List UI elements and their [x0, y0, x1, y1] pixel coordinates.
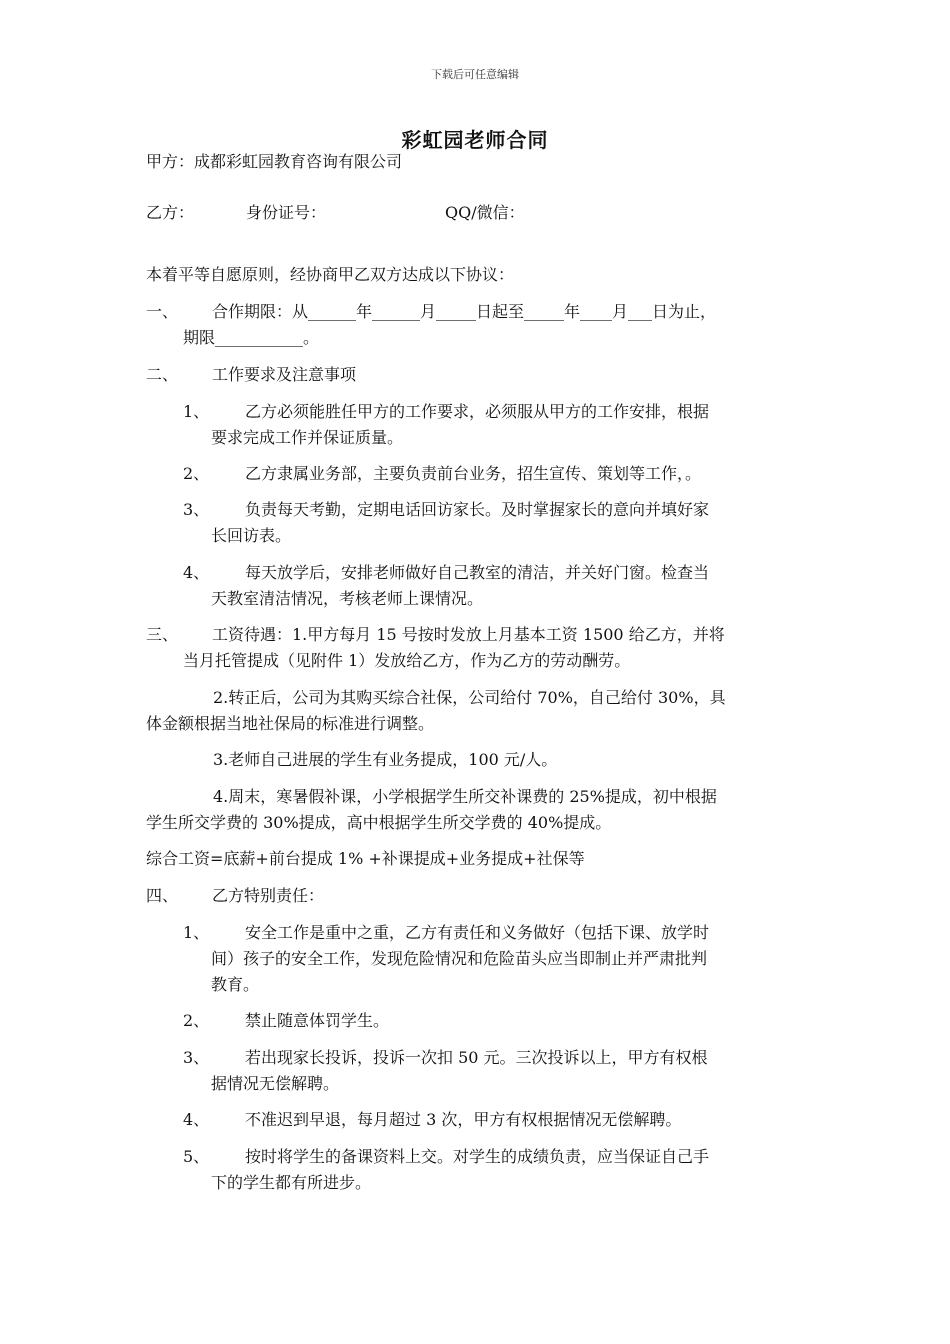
s2-item-3-number: 3、	[183, 500, 210, 519]
section-3-para-4-line-2: 学生所交学费的 30%提成，高中根据学生所交学费的 40%提成。	[146, 813, 612, 832]
s4-item-2-text: 禁止随意体罚学生。	[245, 1011, 390, 1030]
section-2-heading	[146, 362, 816, 388]
s4-item-3-line-2: 据情况无偿解聘。	[211, 1074, 340, 1093]
s2-item-3-text: 负责每天考勤，定期电话回访家长。及时掌握家长的意向并填好家	[245, 500, 710, 519]
section-3-para-2-line-1: 2.转正后，公司为其购买综合社保，公司给付 70%，自己给付 30%，具	[213, 688, 726, 707]
section-3-para-2-line-2: 体金额根据当地社保局的标准进行调整。	[146, 714, 435, 733]
s2-item-2-text: 乙方隶属业务部，主要负责前台业务，招生宣传、策划等工作，。	[245, 464, 702, 483]
section-1-line-2: 期限___________。	[183, 328, 320, 347]
header-note: 下载后可任意编辑	[431, 68, 519, 81]
section-3-text: 工资待遇：1.甲方每月 15 号按时发放上月基本工资 1500 给乙方，并将	[212, 625, 725, 644]
section-2-title: 工作要求及注意事项	[212, 365, 357, 384]
s4-item-3-line-1	[183, 1045, 853, 1071]
section-1-line-1	[146, 299, 816, 325]
s4-item-5-text: 按时将学生的备课资料上交。对学生的成绩负责，应当保证自己手	[245, 1147, 710, 1166]
intro-line: 本着平等自愿原则，经协商甲乙双方达成以下协议：	[146, 265, 515, 284]
section-3-para-3: 3.老师自己进展的学生有业务提成，100 元/人。	[213, 750, 558, 769]
s4-item-1-line-1	[183, 920, 853, 946]
section-4-title: 乙方特别责任：	[212, 886, 325, 905]
s2-item-2-line-1	[183, 461, 853, 487]
s4-item-1-line-3: 教育。	[211, 975, 260, 994]
section-4-heading	[146, 883, 816, 909]
s2-item-1-text: 乙方必须能胜任甲方的工作要求，必须服从甲方的工作安排，根据	[245, 402, 710, 421]
s4-item-5-line-1	[183, 1144, 853, 1170]
section-1-text: 合作期限：从______年______月_____日起至_____年____月___日为止，	[212, 302, 717, 321]
s2-item-3-line-2: 长回访表。	[211, 526, 292, 545]
s2-item-4-line-2: 天教室清洁情况，考核老师上课情况。	[211, 589, 484, 608]
s2-item-1-number: 1、	[183, 402, 210, 421]
document-title: 彩虹园老师合同	[401, 128, 549, 152]
s2-item-1-line-2: 要求完成工作并保证质量。	[211, 428, 404, 447]
s4-item-4-line-1	[183, 1107, 853, 1133]
s2-item-4-text: 每天放学后，安排老师做好自己教室的清洁，并关好门窗。检查当	[245, 563, 710, 582]
party-a-line: 甲方：成都彩虹园教育咨询有限公司	[146, 152, 403, 171]
salary-formula: 综合工资=底薪+前台提成 1% +补课提成+业务提成+社保等	[146, 849, 585, 868]
section-3-line-2: 当月托管提成（见附件 1）发放给乙方，作为乙方的劳动酬劳。	[183, 651, 631, 670]
section-4-number: 四、	[146, 886, 179, 905]
s2-item-2-number: 2、	[183, 464, 210, 483]
s4-item-2-line-1	[183, 1008, 853, 1034]
party-b-label: 乙方：	[146, 203, 195, 222]
section-2-number: 二、	[146, 365, 179, 384]
section-3-number: 三、	[146, 625, 179, 644]
section-3-line-1	[146, 622, 816, 648]
s2-item-4-number: 4、	[183, 563, 210, 582]
s4-item-4-number: 4、	[183, 1110, 210, 1129]
s4-item-5-line-2: 下的学生都有所进步。	[211, 1173, 372, 1192]
s4-item-2-number: 2、	[183, 1011, 210, 1030]
party-b-line	[146, 200, 816, 226]
s2-item-1-line-1	[183, 399, 853, 425]
s4-item-4-text: 不准迟到早退，每月超过 3 次，甲方有权根据情况无偿解聘。	[245, 1110, 682, 1129]
s4-item-5-number: 5、	[183, 1147, 210, 1166]
s4-item-3-number: 3、	[183, 1048, 210, 1067]
s4-item-1-line-2: 间）孩子的安全工作，发现危险情况和危险苗头应当即制止并严肃批判	[211, 949, 708, 968]
contact-label: QQ/微信：	[445, 203, 525, 222]
s2-item-3-line-1	[183, 497, 853, 523]
s2-item-4-line-1	[183, 560, 853, 586]
id-number-label: 身份证号：	[246, 203, 327, 222]
s4-item-1-text: 安全工作是重中之重，乙方有责任和义务做好（包括下课、放学时	[245, 923, 710, 942]
s4-item-3-text: 若出现家长投诉，投诉一次扣 50 元。三次投诉以上，甲方有权根	[245, 1048, 708, 1067]
section-1-number: 一、	[146, 302, 179, 321]
s4-item-1-number: 1、	[183, 923, 210, 942]
section-3-para-4-line-1: 4.周末，寒暑假补课，小学根据学生所交补课费的 25%提成，初中根据	[213, 787, 717, 806]
